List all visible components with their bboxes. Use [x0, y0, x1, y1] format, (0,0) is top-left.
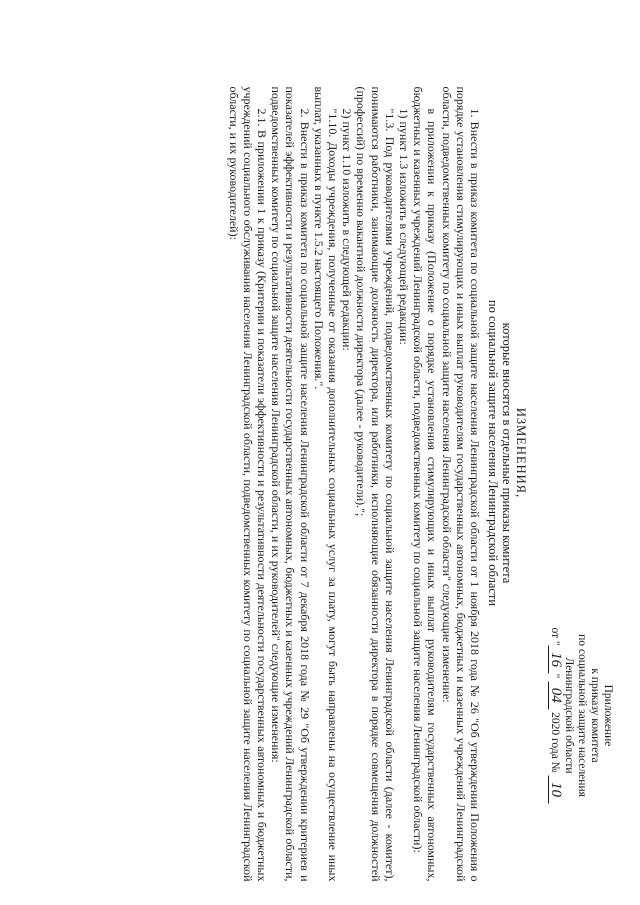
- paragraph-8: 2.1. В приложении 1 к приказу (Критерии и показатели эффективности и результативности деятельности государственных автономных и бюджетных учреждений социального обслуживания населения Ленинградской области, подведомственных комитету по социальной защите населения Ленинградской области, и их руководителей):: [226, 86, 269, 881]
- paragraph-3: 1) пункт 1.3 изложить в следующей редакции:: [396, 108, 411, 345]
- paragraph-6: "1.10. Доходы учреждения, полученные от оказания дополнительных социальных услуг за плату, могут быть направлены на осуществление иных выплат, указанных в пункте 1.5.2 настоящего Положения.".: [311, 86, 340, 881]
- appendix-line-committee: по социальной защите населения: [576, 633, 588, 797]
- paragraph-2: в приложении к приказу (Положение о порядке установления стимулирующих и иных выплат руководителям государственных автономных, бюджетных и казенных учреждений Ленинградской области, подведомственных комитету по социальной защите населения Ленинградской области):: [411, 86, 440, 881]
- document-body: [226, 86, 482, 881]
- date-mid: ": [549, 673, 561, 681]
- heading-title: ИЗМЕНЕНИЯ,: [514, 407, 528, 498]
- document-heading: [486, 0, 528, 905]
- heading-subtitle-2: по социальной защите населения Ленинградской области: [486, 299, 500, 606]
- appendix-line-order: к приказу комитета: [589, 667, 601, 763]
- paragraph-5: 2) пункт 1.10 изложить в следующей редакции:: [340, 108, 355, 351]
- date-prefix: от ": [549, 626, 561, 646]
- appendix-line-region: Ленинградской области: [563, 656, 575, 774]
- date-month: 04: [548, 681, 562, 709]
- paragraph-4: "1.3. Под руководителями учреждений, подведомственных комитету по социальной защите населения Ленинградской области (далее - комитет), понимаются работники, занимающие должность директора, или работники, исполняющие обязанности директора в порядке совмещения должностей (профессий) по временно вакантной должности директора (далее - руководители).";: [354, 86, 397, 881]
- appendix-title: Приложение: [602, 684, 614, 746]
- date-day: 16: [548, 645, 562, 673]
- heading-subtitle: которые вносятся в отдельные приказы комитета: [500, 322, 514, 583]
- appendix-block: [548, 565, 614, 865]
- appendix-date-line: [548, 565, 562, 865]
- paragraph-7: 2. Внести в приказ комитета по социальной защите населения Ленинградской области от 7 декабря 2018 года № 29 "Об утверждении критериев и показателей эффективности и результативности деятельности государственных автономных, бюджетных и казенных учреждений Ленинградской области, подведомственных комитету по социальной защите населения Ленинградской области, и их руководителей" следующие изменения:: [269, 86, 312, 881]
- paragraph-1: 1. Внести в приказ комитета по социальной защите населения Ленинградской области от 1 ноября 2018 года № 26 "Об утверждении Положения о порядке установления стимулирующих и иных выплат руководителям государственных автономных, бюджетных и казенных учреждений Ленинградской области, подведомственных комитету по социальной защите населения Ленинградской области" следующие изменение:: [439, 86, 482, 881]
- order-number: 10: [548, 775, 562, 803]
- date-year: 2020 года №: [549, 711, 561, 773]
